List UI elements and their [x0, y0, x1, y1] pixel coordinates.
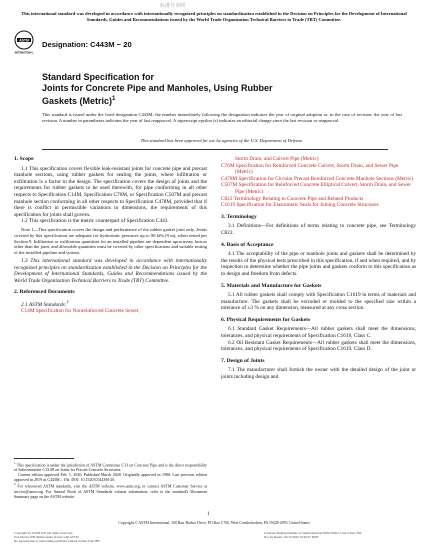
footnote-1: $^1$ This specification is under the jurisdiction of ASTM Committee C13 on Concrete Pipe and is the direct responsibility of Subcommittee C13.08 on Joints for Precast Concrete Structures.	[14, 461, 207, 473]
footnote-2-ref[interactable]: 2	[66, 298, 69, 304]
reference-code-link[interactable]: C822	[221, 195, 233, 202]
section-7-heading: 7. Design of Joints	[221, 357, 265, 364]
para-4-1: 4.1 The acceptability of the pipe or manhole joints and gaskets shall be determined by the results of the physical tests prescribed in this specification, if and when required, and by inspection to determine whether the pipe joints and gaskets conform to this specification as to design and freedom from defects.	[221, 251, 416, 277]
license-right-1: Licensee=Beijing Institute of Standardization/5959176001, User=Chen, Hui	[264, 531, 362, 535]
reference-title-link[interactable]: Specification for Elastomeric Seals for Joining Concrete Structures	[236, 202, 379, 209]
reference-item	[221, 182, 416, 195]
footnote-1-text: This specification is under the jurisdiction of ASTM Committee C13 on Concrete Pipe and is the direct responsibility of Subcommittee C13.08 on Joints for Precast Concrete Structures.	[14, 462, 207, 473]
reference-code-link[interactable]: C1619	[221, 202, 236, 209]
title-line-3	[42, 94, 302, 107]
designation: Designation: C443M − 20	[42, 40, 132, 49]
para-2-1-text: 2.1 ASTM Standards:	[21, 301, 67, 308]
section-1-heading: 1. Scope	[14, 156, 34, 162]
logo-subtext: INTERNATIONAL	[14, 52, 34, 55]
para-2-1	[14, 299, 207, 308]
reference-list	[221, 163, 416, 209]
dod-approval-note: This standard has been approved for use by agencies of the U.S. Department of Defense.	[140, 138, 304, 143]
para-3-1: 3.1 Definitions—For definitions of terms relating to concrete pipe, see Terminology C822.	[221, 223, 416, 236]
reference-title-link[interactable]: Specification for Circular Precast Reinforced Concrete Manhole Sections (Metric)	[238, 175, 413, 182]
section-3-heading: 3. Terminology	[221, 213, 257, 220]
license-left-3: No reproduction or networking permitted without license from IHS	[14, 538, 100, 543]
license-right-2: Not for Resale, 06/15/2020 19:49:47 MDT	[264, 534, 319, 539]
watermark-stamp: 标准分享网	[160, 4, 186, 9]
left-column	[14, 156, 207, 315]
title-footnote-ref[interactable]: 1	[112, 96, 116, 102]
license-left-1: Copyright by ASTM Int'l (all rights reserved);	[14, 531, 73, 535]
section-5-heading: 5. Materials and Manufacture for Gaskets	[221, 282, 322, 289]
ref-c14m-link[interactable]: C14M	[21, 308, 35, 315]
reference-code-link[interactable]: C76M	[221, 162, 235, 169]
title-line-1: Standard Specification for	[42, 72, 155, 82]
reference-title-link[interactable]: Specification for Reinforced Concrete Elliptical Culvert, Storm Drain, and Sewer Pipe (Metric)	[235, 182, 412, 195]
reference-title-link[interactable]: Specification for Reinforced Concrete Culvert, Storm Drain, and Sewer Pipe (Metric)	[235, 162, 399, 176]
title-line-3-text: Gaskets (Metric)	[42, 96, 113, 106]
copyright-line: Copyright © ASTM International, 100 Barr Harbor Drive, PO Box C700, West Conshohocken, PA 19428-2959. United States	[118, 521, 310, 525]
astm-logo-icon	[14, 30, 34, 55]
license-right	[264, 532, 414, 540]
para-1-2: 1.2 This specification is the metric counterpart of Specification C443.	[21, 218, 169, 225]
tbt-notice: This international standard was developed in accordance with internationally recognized principles on standardization established in the Decision on Principles for the Development of International Standards, Guides and Recommendations issued by the World Trade Organization Technical Barriers to Trade (TBT) Committee.	[21, 11, 407, 22]
ref-c14m-continued[interactable]: Storm Drain, and Culvert Pipe (Metric)	[235, 156, 319, 162]
para-6-2: 6.2 Oil Resistant Gasket Requirements—All rubber gaskets shall meet the dimensions, tolerances, and physical requirements of Specification C1619, Class D.	[221, 339, 416, 353]
note-1: Note 1—This specification covers the design and performance of the rubber gasket joint only. Joints covered by this specification are adequate for hydrostatic pressures up to 90 kPa (9 m), when tested per Section 9. Infiltration or exfiltration quantities for an installed pipeline are dependent upon many factors other than the joint, and allowable quantities must be covered by other specifications and suitable testing of the installed pipeline and system.	[14, 226, 207, 256]
footnote-2: $^2$ For referenced ASTM standards, visit the ASTM website, www.astm.org, or contact ASTM Customer Service at service@astm.org. For Annual Book of ASTM Standards volume information, refer to the standard's Document Summary page on the ASTM website.	[14, 482, 208, 499]
para-1-3: 1.3 This international standard was developed in accordance with internationally recognized principles on standardization established in the Decision on Principles for the Development of International Standards, Guides and Recommendations issued by the World Trade Organization Technical Barriers to Trade (TBT) Committee.	[14, 257, 207, 284]
para-1-1: 1.1 This specification covers flexible leak-resistant joints for concrete pipe and precast manhole sections, using rubber gaskets for sealing the joints, where infiltration or exfiltration is a factor in the design. The specification covers the design of joints and the requirements for rubber gaskets to be used therewith, for pipe conforming in all other respects to Specification C14M, Specification C76M, or Specification C507M and precast manhole section conforming in all other respects to Specification C478M, provided that if there is conflict in permissible variations in dimensions, the requirements of this specification for joints shall govern.	[14, 165, 207, 218]
footnote-divider	[14, 458, 74, 459]
reference-item	[221, 202, 416, 209]
license-left	[14, 532, 254, 544]
para-5-1: 5.1 All rubber gaskets shall comply with Specification C1619 in terms of materials and manufacture. The gaskets shall be extruded or molded to the specified size within a tolerance of ±3 % on any dimension, measured at any cross section.	[221, 292, 416, 312]
footnote-1b: Current edition approved Feb. 1, 2020. Published March 2020. Originally approved in 1980. Last previous edition approved in 2019 as C443M – 19a. DOI: 10.1520/C0443M-20.	[14, 472, 207, 483]
section-2-heading: 2. Referenced Documents	[14, 289, 75, 296]
section-4-heading: 4. Basis of Acceptance	[221, 241, 274, 248]
reference-code-link[interactable]: C507M	[221, 182, 238, 189]
issuance-statement: This standard is issued under the fixed designation C443M; the number immediately following the designation indicates the year of original adoption or, in the case of revision, the year of last revision. A number in parentheses indicates the year of last reapproval. A superscript epsilon (ε) indicates an editorial change since the last revision or reapproval.	[42, 112, 402, 123]
reference-item	[221, 163, 416, 176]
ref-c14m-text[interactable]: Specification for Nonreinforced Concrete Sewer,	[35, 308, 140, 315]
section-6-heading: 6. Physical Requirements for Gaskets	[221, 316, 311, 323]
footnote-2-text: For referenced ASTM standards, visit the ASTM website, www.astm.org, or contact ASTM Customer Service at service@astm.org. For Annual Book of ASTM Standards volume information, refer to the standard's Document Summary page on the ASTM website.	[14, 483, 208, 499]
logo-text: ASTM	[19, 38, 29, 43]
astm-logo	[14, 30, 34, 55]
reference-code-link[interactable]: C478M	[221, 175, 238, 182]
license-left-2: Provided by IHS Markit under license with ASTM	[14, 534, 79, 539]
reference-title-link[interactable]: Terminology Relating to Concrete Pipe and Related Products	[233, 195, 364, 202]
para-6-1: 6.1 Standard Gasket Requirements—All rubber gaskets shall meet the dimensions, tolerances, and physical requirements of Specification C1619, Class C.	[221, 326, 416, 340]
para-7-1: 7.1 The manufacturer shall furnish the owner with the detailed design of the joint or joints including design and	[221, 367, 416, 381]
document-title	[42, 72, 302, 107]
footnotes	[14, 461, 207, 499]
page-number: 1	[207, 511, 210, 517]
right-column	[221, 156, 416, 381]
ref-c14m	[14, 308, 207, 315]
title-line-2: Joints for Concrete Pipe and Manholes, Using Rubber	[42, 83, 273, 93]
header-divider	[42, 149, 388, 150]
